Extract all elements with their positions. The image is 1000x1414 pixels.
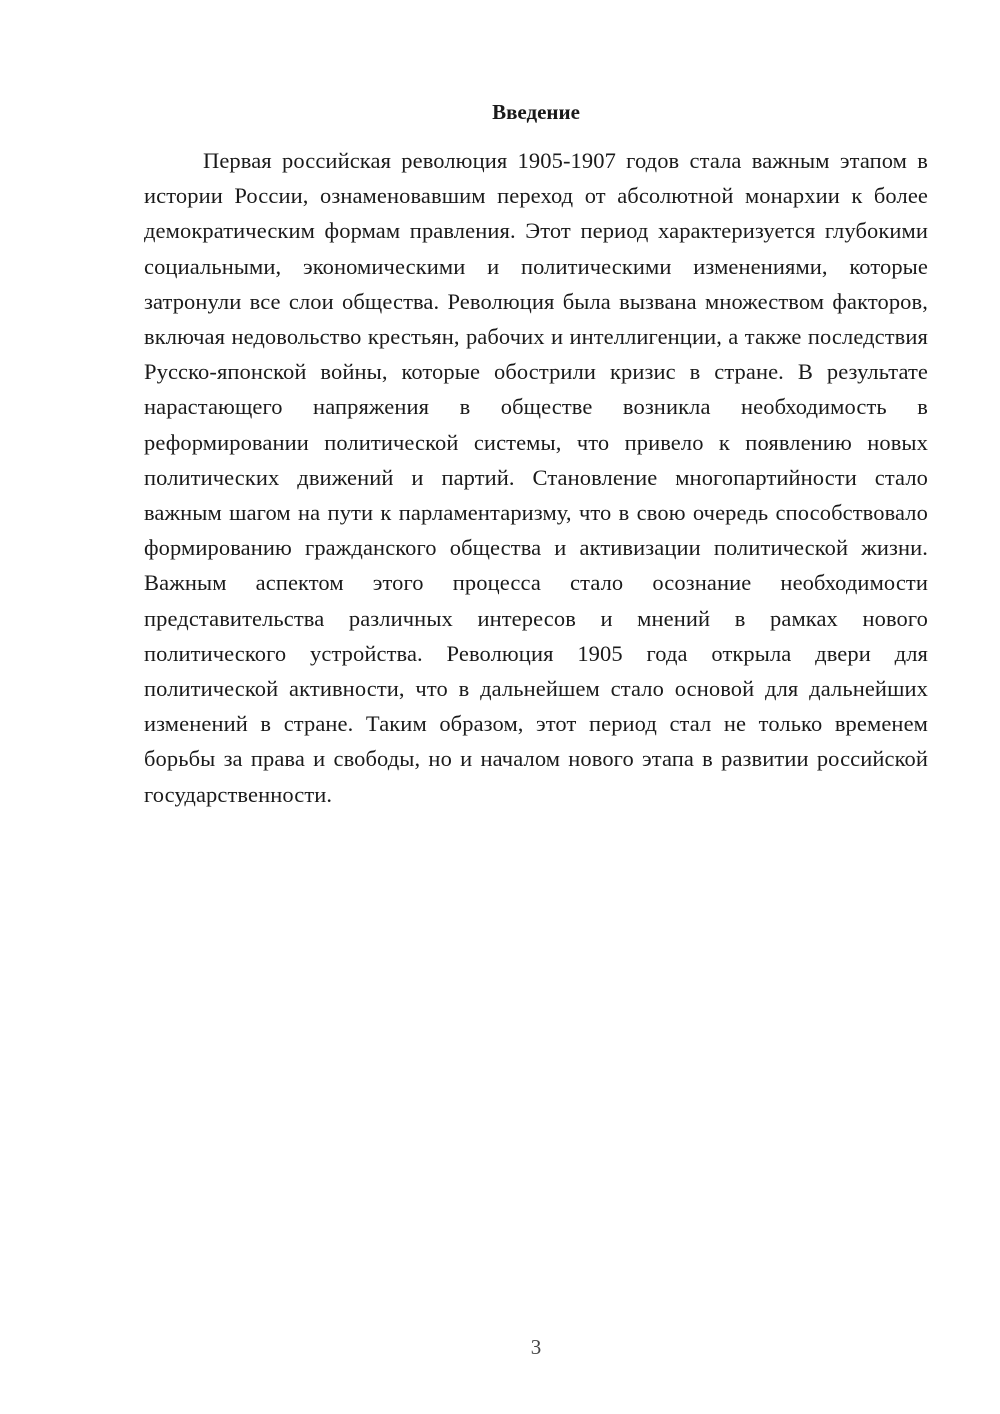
page-number: 3: [530, 1335, 542, 1359]
body-paragraph: Первая российская революция 1905-1907 годов стала важным этапом в истории России, ознаменовавшим переход от абсолютной монархии к более демократическим формам правления. Этот период характеризуется глубокими социальными, экономическими и политическими изменениями, которые затронули все слои общества. Революция была вызвана множеством факторов, включая недовольство крестьян, рабочих и интеллигенции, а также последствия Русско-японской войны, которые обострили кризис в стране. В результате нарастающего напряжения в обществе возникла необходимость в реформировании политической системы, что привело к появлению новых политических движений и партий. Становление многопартийности стало важным шагом на пути к парламентаризму, что в свою очередь способствовало формированию гражданского общества и активизации политической жизни. Важным аспектом этого процесса стало осознание необходимости представительства различных интересов и мнений в рамках нового политического устройства. Революция 1905 года открыла двери для политической активности, что в дальнейшем стало основой для дальнейших изменений в стране. Таким образом, этот период стал не только временем борьбы за права и свободы, но и началом нового этапа в развитии российской государственности.: [144, 148, 928, 807]
page-title: Введение: [492, 100, 580, 124]
